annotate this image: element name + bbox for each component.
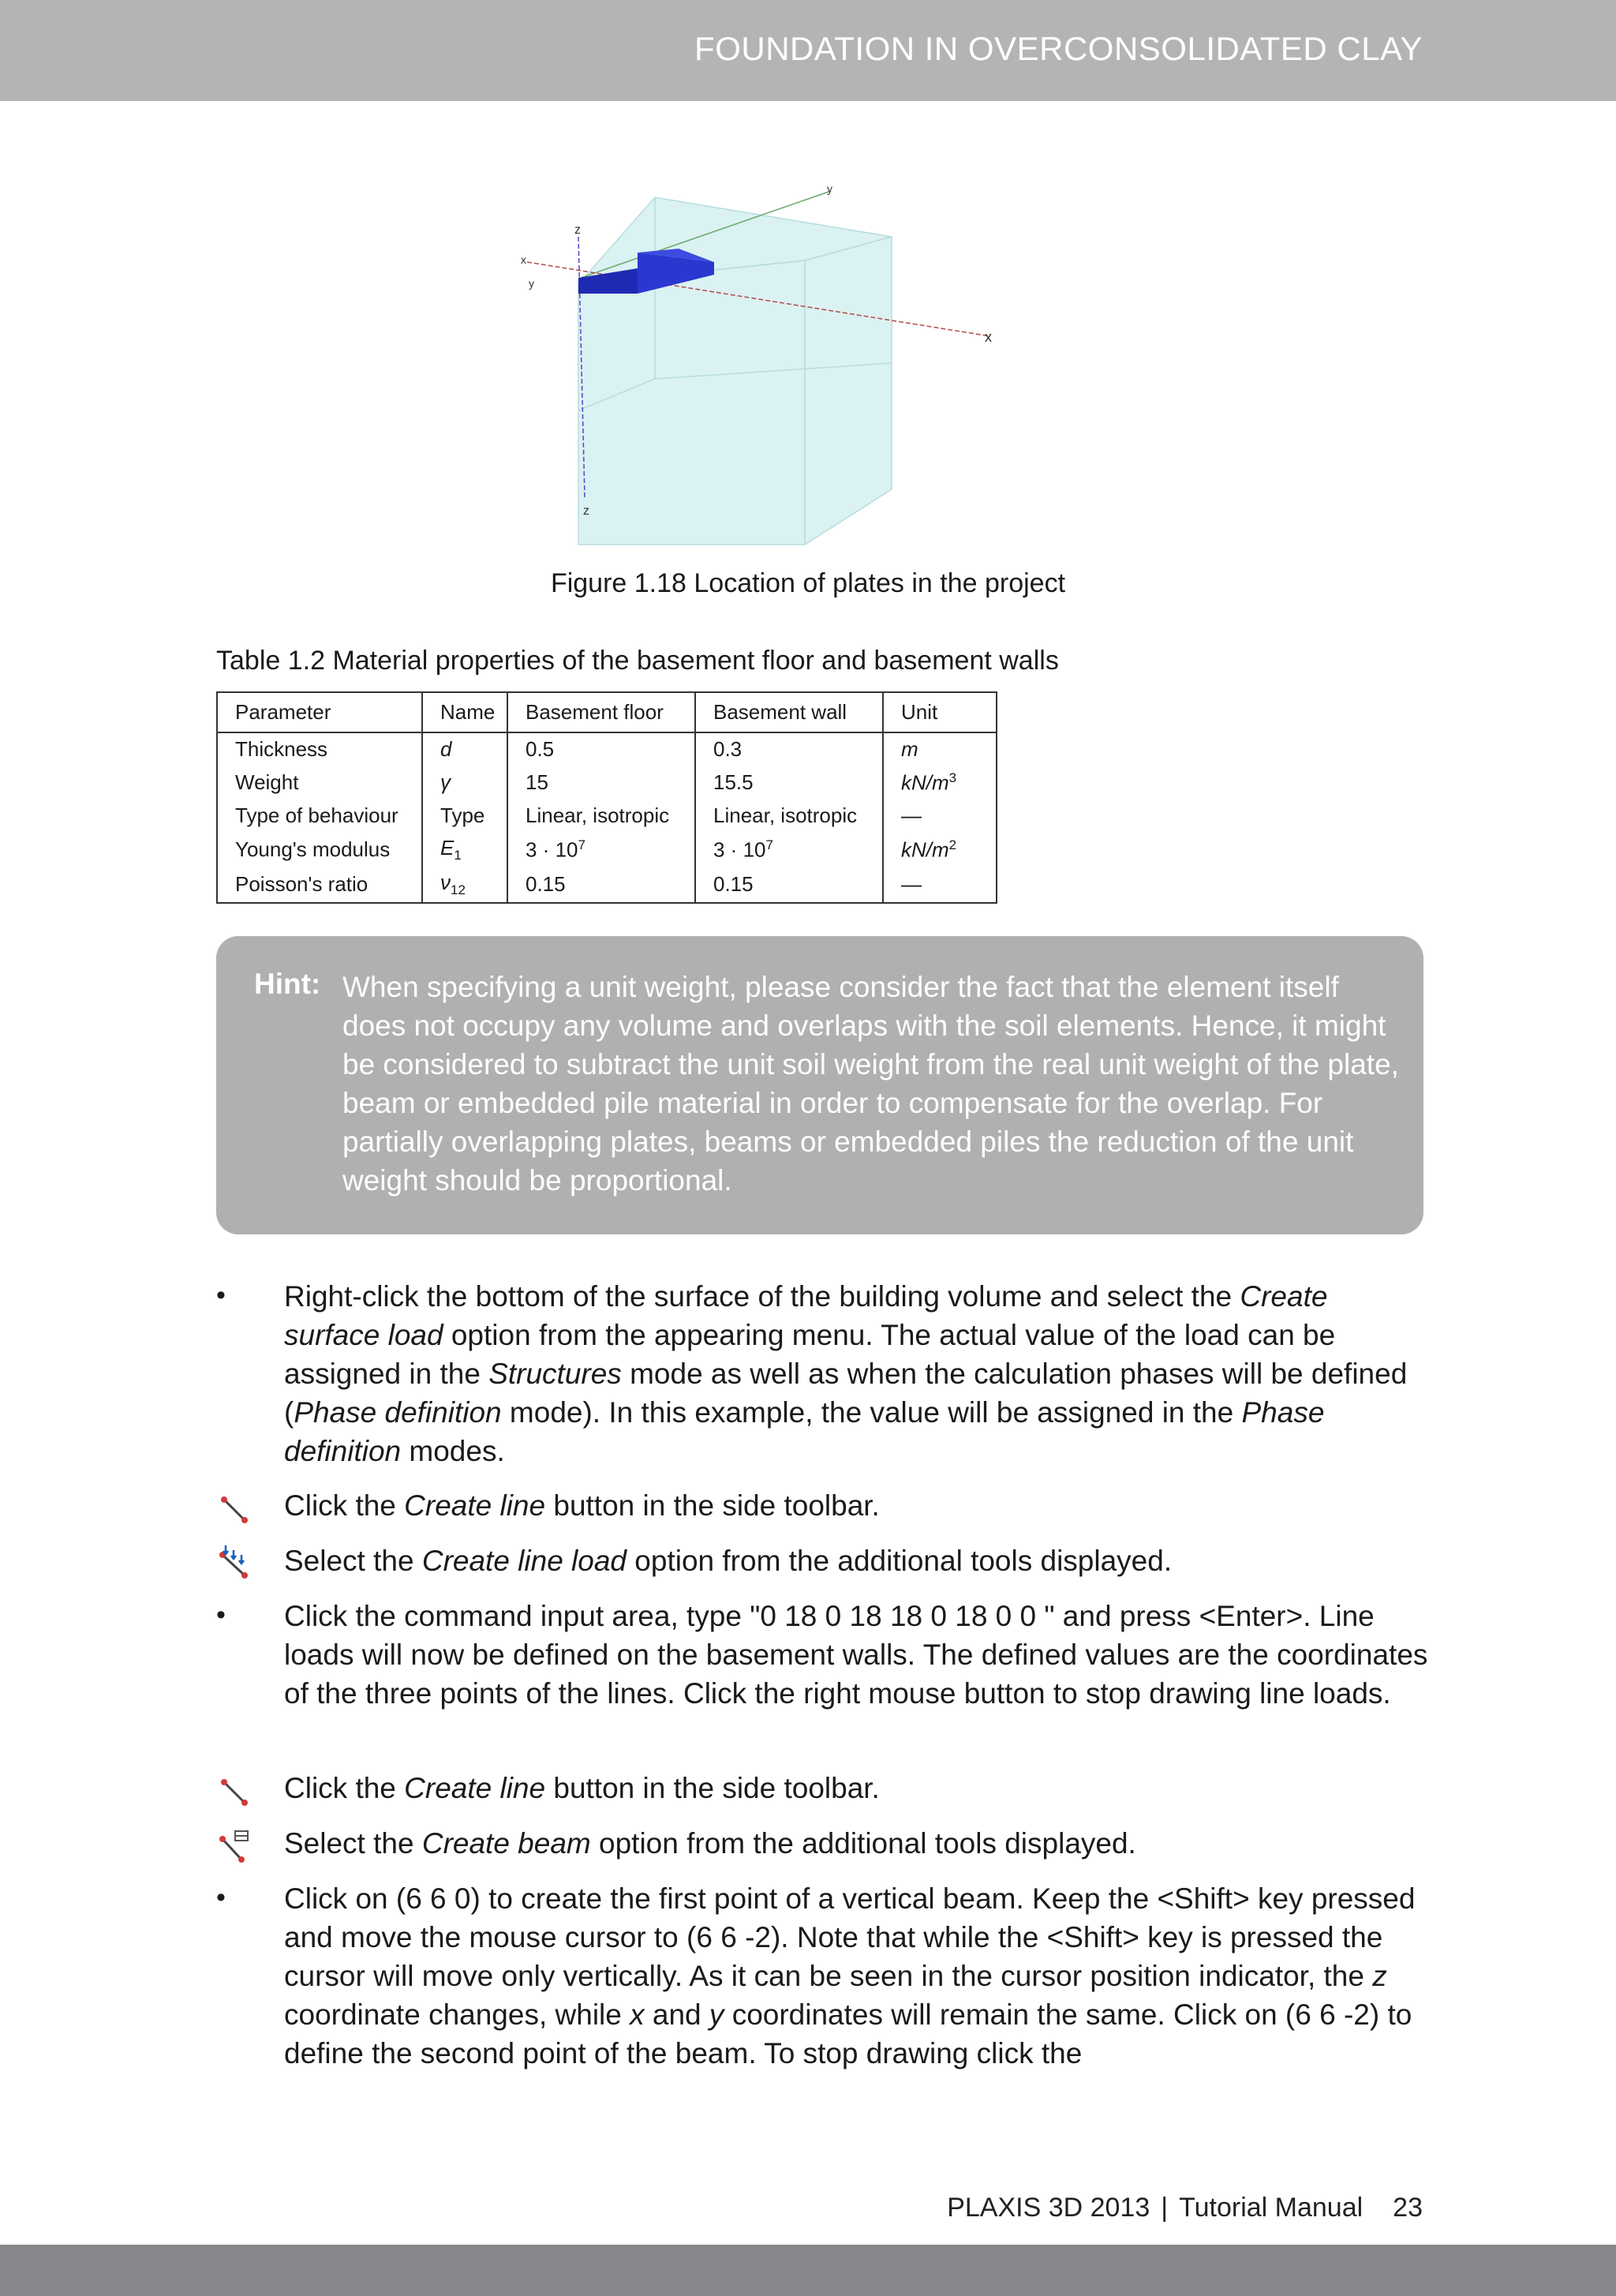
cell-parameter: Young's modulus xyxy=(217,833,422,867)
footer-separator: | xyxy=(1161,2193,1169,2223)
table-caption: Table 1.2 Material properties of the basement floor and basement walls xyxy=(216,646,1059,676)
table-header-name: Name xyxy=(422,692,507,732)
axis-label-x: x xyxy=(985,329,992,345)
cell-name: γ xyxy=(422,766,507,800)
plates-location-figure xyxy=(505,174,1136,552)
create-beam-icon xyxy=(218,1828,254,1864)
table-row xyxy=(217,800,997,833)
cell-parameter: Thickness xyxy=(217,732,422,766)
cell-wall: 0.3 xyxy=(695,732,883,766)
cell-name: d xyxy=(422,732,507,766)
step-create-surface-load: Right-click the bottom of the surface of the building volume and select the Create surface load option from the appearing menu. The actual value of the load can be assigned in the Structures mode as well as when the calculation phases will be defined (Phase definition mode). In this example, the value will be assigned in the Phase definition modes. xyxy=(284,1280,1408,1467)
step-define-line-loads: Click the command input area, type "0 18 0 18 18 0 18 0 0 " and press <Enter>. Line loads will now be defined on the basement walls. The defined values are the coordinates of the three points of the lines. Click the right mouse button to stop drawing line loads. xyxy=(284,1600,1428,1710)
table-header-unit: Unit xyxy=(883,692,997,732)
cell-unit: — xyxy=(883,800,997,833)
axis-label-z-top: z xyxy=(574,223,581,237)
cell-parameter: Weight xyxy=(217,766,422,800)
step-create-line-2: Click the Create line button in the side toolbar. xyxy=(284,1772,880,1804)
step-create-line-1: Click the Create line button in the side toolbar. xyxy=(284,1489,880,1522)
cell-name: $\nu_{12}$ xyxy=(422,867,507,903)
running-header-title: FOUNDATION IN OVERCONSOLIDATED CLAY xyxy=(694,30,1423,67)
step-vertical-beam: Click on (6 6 0) to create the first point of a vertical beam. Keep the <Shift> key pressed and move the mouse cursor to (6 6 -2). Note that while the <Shift> key is pressed the cursor will move only vertically. As it can be seen in the cursor position indicator, the z coordinate changes, while x and y coordinates will remain the same. Click on (6 6 -2) to define the second point of the beam. To stop drawing click the xyxy=(284,1882,1416,2069)
header-bar xyxy=(0,0,1616,101)
table-header-basement-wall: Basement wall xyxy=(695,692,883,732)
cell-unit: $kN/m^2$ xyxy=(883,833,997,867)
hint-text: When specifying a unit weight, please consider the fact that the element itself does not occupy any volume and overlaps with the soil elements. Hence, it might be considered to subtract the unit soil weight from the real unit weight of the plate, beam or embedded pile material in order to compensate for the overlap. For partially overlapping plates, beams or embedded piles the reduction of the unit weight should be proportional. xyxy=(342,971,1399,1197)
table-row xyxy=(217,732,997,766)
cell-wall: Linear, isotropic xyxy=(695,800,883,833)
axis-label-x-origin: x xyxy=(521,253,526,266)
cell-unit: m xyxy=(883,732,997,766)
footer-manual: Tutorial Manual xyxy=(1179,2193,1364,2223)
bullet: • xyxy=(216,1600,226,1630)
hint-box xyxy=(216,936,1423,1234)
axis-label-z-bottom: z xyxy=(583,504,589,518)
footer-bar xyxy=(0,2245,1616,2296)
page-number: 23 xyxy=(1393,2193,1423,2223)
table-row xyxy=(217,867,997,903)
bullet: • xyxy=(216,1280,226,1310)
create-line-icon xyxy=(218,1776,254,1812)
cell-wall: 15.5 xyxy=(695,766,883,800)
cell-parameter: Type of behaviour xyxy=(217,800,422,833)
figure-caption: Figure 1.18 Location of plates in the project xyxy=(550,568,1066,598)
step-create-line-load: Select the Create line load option from the additional tools displayed. xyxy=(284,1545,1173,1577)
table-header-row xyxy=(217,692,997,732)
table-row xyxy=(217,766,997,800)
step-create-beam: Select the Create beam option from the additional tools displayed. xyxy=(284,1827,1136,1860)
cell-wall: 0.15 xyxy=(695,867,883,903)
cell-floor: 0.5 xyxy=(507,732,695,766)
cell-parameter: Poisson's ratio xyxy=(217,867,422,903)
cell-floor: 0.15 xyxy=(507,867,695,903)
create-line-load-icon xyxy=(218,1544,254,1580)
cell-wall: $3 \cdot 10^7$ xyxy=(695,833,883,867)
cell-floor: $3 \cdot 10^7$ xyxy=(507,833,695,867)
cell-name: $E_1$ xyxy=(422,833,507,867)
table-row xyxy=(217,833,997,867)
create-line-icon xyxy=(218,1493,254,1530)
cell-floor: Linear, isotropic xyxy=(507,800,695,833)
table-header-basement-floor: Basement floor xyxy=(507,692,695,732)
cell-unit: — xyxy=(883,867,997,903)
axis-label-y: y xyxy=(827,182,832,195)
bullet: • xyxy=(216,1882,226,1912)
material-properties-table xyxy=(216,691,997,904)
cell-floor: 15 xyxy=(507,766,695,800)
page-footer xyxy=(947,2193,1423,2223)
table-header-parameter: Parameter xyxy=(217,692,422,732)
axis-label-y-origin: y xyxy=(529,277,534,290)
cell-unit: $kN/m^3$ xyxy=(883,766,997,800)
footer-product: PLAXIS 3D 2013 xyxy=(947,2193,1150,2223)
soil-volume xyxy=(578,197,892,545)
hint-label: Hint: xyxy=(254,968,321,1000)
cell-name: Type xyxy=(422,800,507,833)
